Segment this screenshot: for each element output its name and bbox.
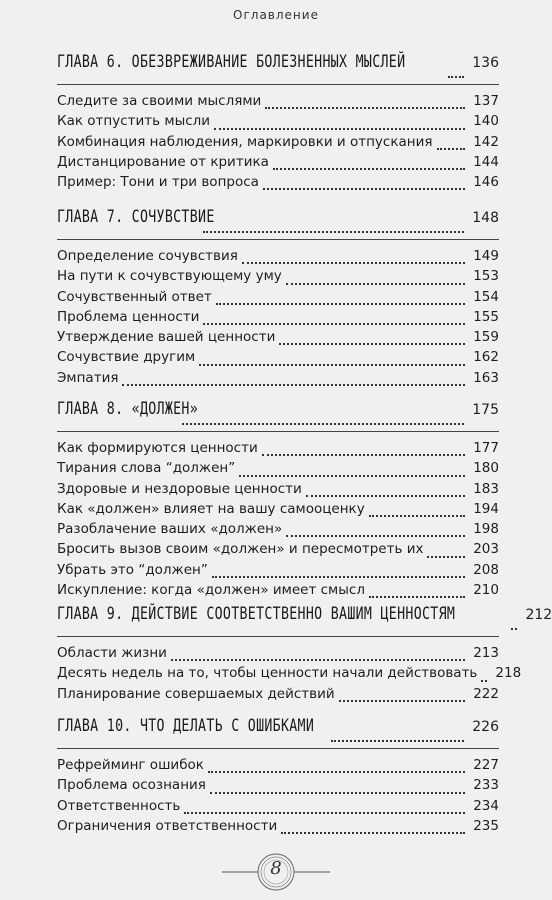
chapter-rule (57, 636, 499, 637)
dot-leader (369, 596, 465, 598)
dot-leader (265, 107, 465, 109)
chapter-rule (57, 431, 499, 432)
entry-page-number: 154 (473, 288, 499, 305)
dot-leader (306, 495, 465, 497)
entry-title: Тирания слова “должен” (57, 460, 236, 477)
dot-leader (242, 262, 465, 264)
chapter-page-number: 148 (472, 210, 499, 226)
entry-page-number: 162 (473, 349, 499, 366)
entry-page-number: 140 (473, 113, 499, 130)
chapter-heading[interactable] (57, 207, 499, 237)
entry-title: Разоблачение ваших «должен» (57, 521, 283, 538)
toc-entry[interactable] (57, 289, 499, 309)
entry-page-number: 146 (473, 174, 499, 191)
chapter-page-number: 136 (472, 55, 499, 71)
page-number: 8 (270, 858, 282, 879)
dot-leader (122, 384, 465, 386)
dot-leader (427, 556, 465, 558)
entry-title: Дистанцирование от критика (57, 153, 269, 170)
toc-entry[interactable] (57, 370, 499, 390)
dot-leader (286, 283, 465, 285)
dot-leader (369, 515, 466, 517)
entry-page-number: 203 (473, 541, 499, 558)
entry-page-number: 218 (495, 665, 522, 682)
toc-entry[interactable] (57, 113, 499, 133)
entry-title: Пример: Тони и три вопроса (57, 174, 259, 191)
entry-page-number: 163 (473, 369, 499, 386)
running-head: Оглавление (233, 8, 319, 22)
dot-leader (481, 680, 487, 682)
toc-entry[interactable] (57, 645, 499, 665)
toc-entry[interactable] (57, 481, 499, 501)
dot-leader (286, 535, 465, 537)
dot-leader (273, 168, 465, 170)
dot-leader (263, 188, 465, 190)
chapter-title: ГЛАВА 8. «ДОЛЖЕН» (57, 399, 199, 419)
entry-page-number: 194 (473, 500, 499, 517)
entry-title: Эмпатия (57, 369, 119, 386)
toc-entry[interactable] (57, 665, 522, 685)
toc-entry[interactable] (57, 541, 499, 561)
dot-leader (203, 323, 465, 325)
dot-leader (511, 628, 517, 630)
entry-title: Бросить вызов своим «должен» и пересмотреть их (57, 541, 424, 558)
dot-leader (199, 364, 465, 366)
entry-title: Как формируются ценности (57, 440, 258, 456)
entry-page-number: 183 (473, 480, 499, 497)
chapter-page-number: 212 (525, 607, 552, 623)
chapter-title: ГЛАВА 6. ОБЕЗВРЕЖИВАНИЕ БОЛЕЗНЕННЫХ МЫСЛЕЙ (57, 52, 406, 72)
chapter-section (57, 399, 499, 602)
dot-leader (331, 740, 465, 742)
chapter-rule (57, 748, 499, 749)
dot-leader (171, 659, 465, 661)
entry-title: Утверждение вашей ценности (57, 329, 276, 346)
chapter-rule (57, 239, 499, 240)
chapter-title: ГЛАВА 9. ДЕЙСТВИЕ СООТВЕТСТВЕННО ВАШИМ ЦЕННОСТЯМ (57, 604, 456, 624)
chapter-rule (57, 84, 499, 85)
toc-entry[interactable] (57, 777, 499, 797)
entry-title: Сочувствие другим (57, 349, 196, 366)
entry-page-number: 198 (473, 521, 499, 538)
toc-entry[interactable] (57, 686, 499, 706)
toc-entry[interactable] (57, 562, 499, 582)
entry-title: На пути к сочувствующему уму (57, 268, 282, 285)
chapter-heading[interactable] (57, 604, 552, 634)
toc-entry[interactable] (57, 798, 499, 818)
entry-page-number: 137 (473, 93, 499, 109)
chapter-heading[interactable] (57, 52, 499, 82)
chapter-section (57, 207, 499, 390)
entry-title: Как отпустить мысли (57, 113, 211, 130)
entry-title: Рефрейминг ошибок (57, 757, 204, 773)
toc-entry[interactable] (57, 154, 499, 174)
chapter-page-number: 175 (472, 402, 499, 418)
toc-entry[interactable] (57, 757, 499, 777)
entry-title: Проблема ценности (57, 308, 200, 325)
entry-title: Здоровые и нездоровые ценности (57, 480, 302, 497)
toc-entry[interactable] (57, 349, 499, 369)
entry-page-number: 180 (473, 460, 499, 477)
entry-page-number: 149 (473, 248, 499, 264)
entry-title: Убрать это “должен” (57, 561, 208, 578)
chapter-page-number: 226 (472, 719, 499, 735)
entry-title: Десять недель на то, чтобы ценности начали действовать (57, 665, 478, 682)
dot-leader (239, 475, 465, 477)
dot-leader (203, 231, 464, 233)
dot-leader (182, 423, 464, 425)
toc-entry[interactable] (57, 582, 499, 602)
entry-title: Искупление: когда «должен» имеет смысл (57, 582, 365, 599)
entry-page-number: 235 (473, 817, 499, 834)
chapter-title: ГЛАВА 10. ЧТО ДЕЛАТЬ С ОШИБКАМИ (57, 716, 315, 736)
chapter-title: ГЛАВА 7. СОЧУВСТВИЕ (57, 207, 215, 227)
toc-entry[interactable] (57, 501, 499, 521)
entry-title: Планирование совершаемых действий (57, 685, 335, 702)
entry-title: Как «должен» влияет на вашу самооценку (57, 500, 365, 517)
entry-page-number: 233 (473, 777, 499, 794)
entry-page-number: 222 (473, 685, 499, 702)
entry-title: Ответственность (57, 797, 181, 814)
chapter-heading[interactable] (57, 399, 499, 429)
toc-entry[interactable] (57, 440, 499, 460)
toc-entry[interactable] (57, 460, 499, 480)
chapter-section (57, 604, 552, 706)
entry-title: Проблема осознания (57, 777, 206, 794)
entry-page-number: 155 (473, 308, 499, 325)
entry-page-number: 142 (473, 133, 499, 150)
dot-leader (212, 576, 465, 578)
dot-leader (437, 148, 466, 150)
entry-page-number: 210 (473, 582, 499, 599)
chapter-section (57, 716, 499, 838)
toc-entry[interactable] (57, 818, 499, 838)
chapter-section (57, 52, 499, 194)
entry-page-number: 153 (473, 268, 499, 285)
toc-entry[interactable] (57, 329, 499, 349)
dot-leader (208, 771, 465, 773)
dot-leader (279, 343, 465, 345)
toc-entry[interactable] (57, 174, 499, 194)
dot-leader (214, 128, 465, 130)
entry-page-number: 144 (473, 153, 499, 170)
entry-page-number: 159 (473, 329, 499, 346)
dot-leader (210, 792, 465, 794)
dot-leader (184, 812, 465, 814)
toc-entry[interactable] (57, 134, 499, 154)
dot-leader (448, 76, 465, 78)
entry-page-number: 234 (473, 797, 499, 814)
entry-page-number: 227 (473, 757, 499, 773)
dot-leader (262, 454, 465, 456)
toc-entry[interactable] (57, 248, 499, 268)
chapter-heading[interactable] (57, 716, 499, 746)
entry-title: Сочувственный ответ (57, 288, 212, 305)
toc-entry[interactable] (57, 309, 499, 329)
entry-title: Ограничения ответственности (57, 817, 278, 834)
toc-entry[interactable] (57, 268, 499, 288)
entry-page-number: 208 (473, 561, 499, 578)
entry-title: Следите за своими мыслями (57, 93, 262, 109)
toc-entry[interactable] (57, 93, 499, 113)
entry-page-number: 177 (473, 440, 499, 456)
entry-title: Комбинация наблюдения, маркировки и отпускания (57, 133, 433, 150)
toc-entry[interactable] (57, 521, 499, 541)
dot-leader (216, 303, 465, 305)
dot-leader (339, 700, 466, 702)
dot-leader (281, 832, 465, 834)
entry-title: Определение сочувствия (57, 248, 238, 264)
entry-page-number: 213 (473, 645, 499, 661)
entry-title: Области жизни (57, 645, 167, 661)
